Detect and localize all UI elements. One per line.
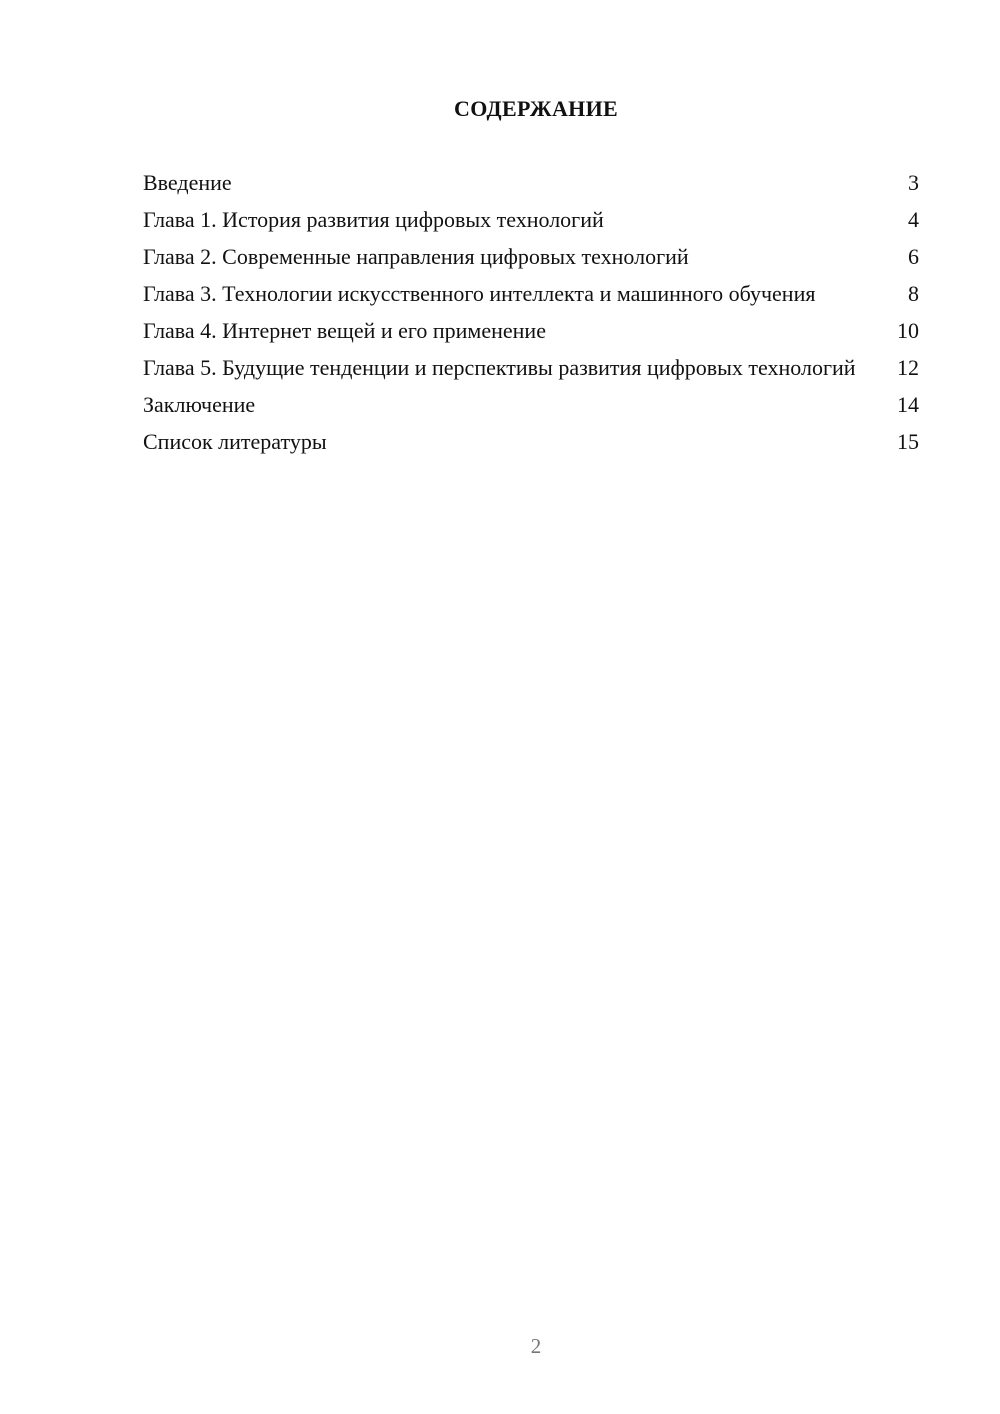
toc-entry-chapter-5 bbox=[143, 355, 919, 381]
toc-entry-label: Глава 4. Интернет вещей и его применение bbox=[143, 318, 546, 343]
page-title: СОДЕРЖАНИЕ bbox=[454, 96, 618, 121]
toc-entry-label: Список литературы bbox=[143, 429, 327, 454]
toc-entry-page: 12 bbox=[897, 355, 919, 380]
toc-entry-chapter-2 bbox=[143, 244, 919, 270]
page-number: 2 bbox=[530, 1334, 542, 1358]
toc-entry-conclusion bbox=[143, 392, 919, 418]
toc-entry-page: 15 bbox=[897, 429, 919, 454]
toc-entry-label: Глава 3. Технологии искусственного интеллекта и машинного обучения bbox=[143, 281, 816, 306]
toc-entry-label: Глава 5. Будущие тенденции и перспективы развития цифровых технологий bbox=[143, 355, 856, 380]
toc-entry-page: 14 bbox=[897, 392, 919, 417]
toc-entry-bibliography bbox=[143, 429, 919, 455]
toc-entry-introduction bbox=[143, 170, 919, 196]
toc-entry-page: 4 bbox=[908, 207, 919, 232]
toc-entry-chapter-1 bbox=[143, 207, 919, 233]
toc-entry-chapter-3 bbox=[143, 281, 919, 307]
toc-entry-page: 6 bbox=[908, 244, 919, 269]
toc-entry-page: 3 bbox=[908, 170, 919, 195]
toc-entry-page: 8 bbox=[908, 281, 919, 306]
table-of-contents bbox=[143, 170, 919, 466]
toc-entry-label: Заключение bbox=[143, 392, 256, 417]
toc-entry-page: 10 bbox=[897, 318, 919, 343]
toc-entry-label: Введение bbox=[143, 170, 232, 195]
toc-entry-label: Глава 1. История развития цифровых технологий bbox=[143, 207, 604, 232]
toc-entry-label: Глава 2. Современные направления цифровых технологий bbox=[143, 244, 689, 269]
toc-entry-chapter-4 bbox=[143, 318, 919, 344]
